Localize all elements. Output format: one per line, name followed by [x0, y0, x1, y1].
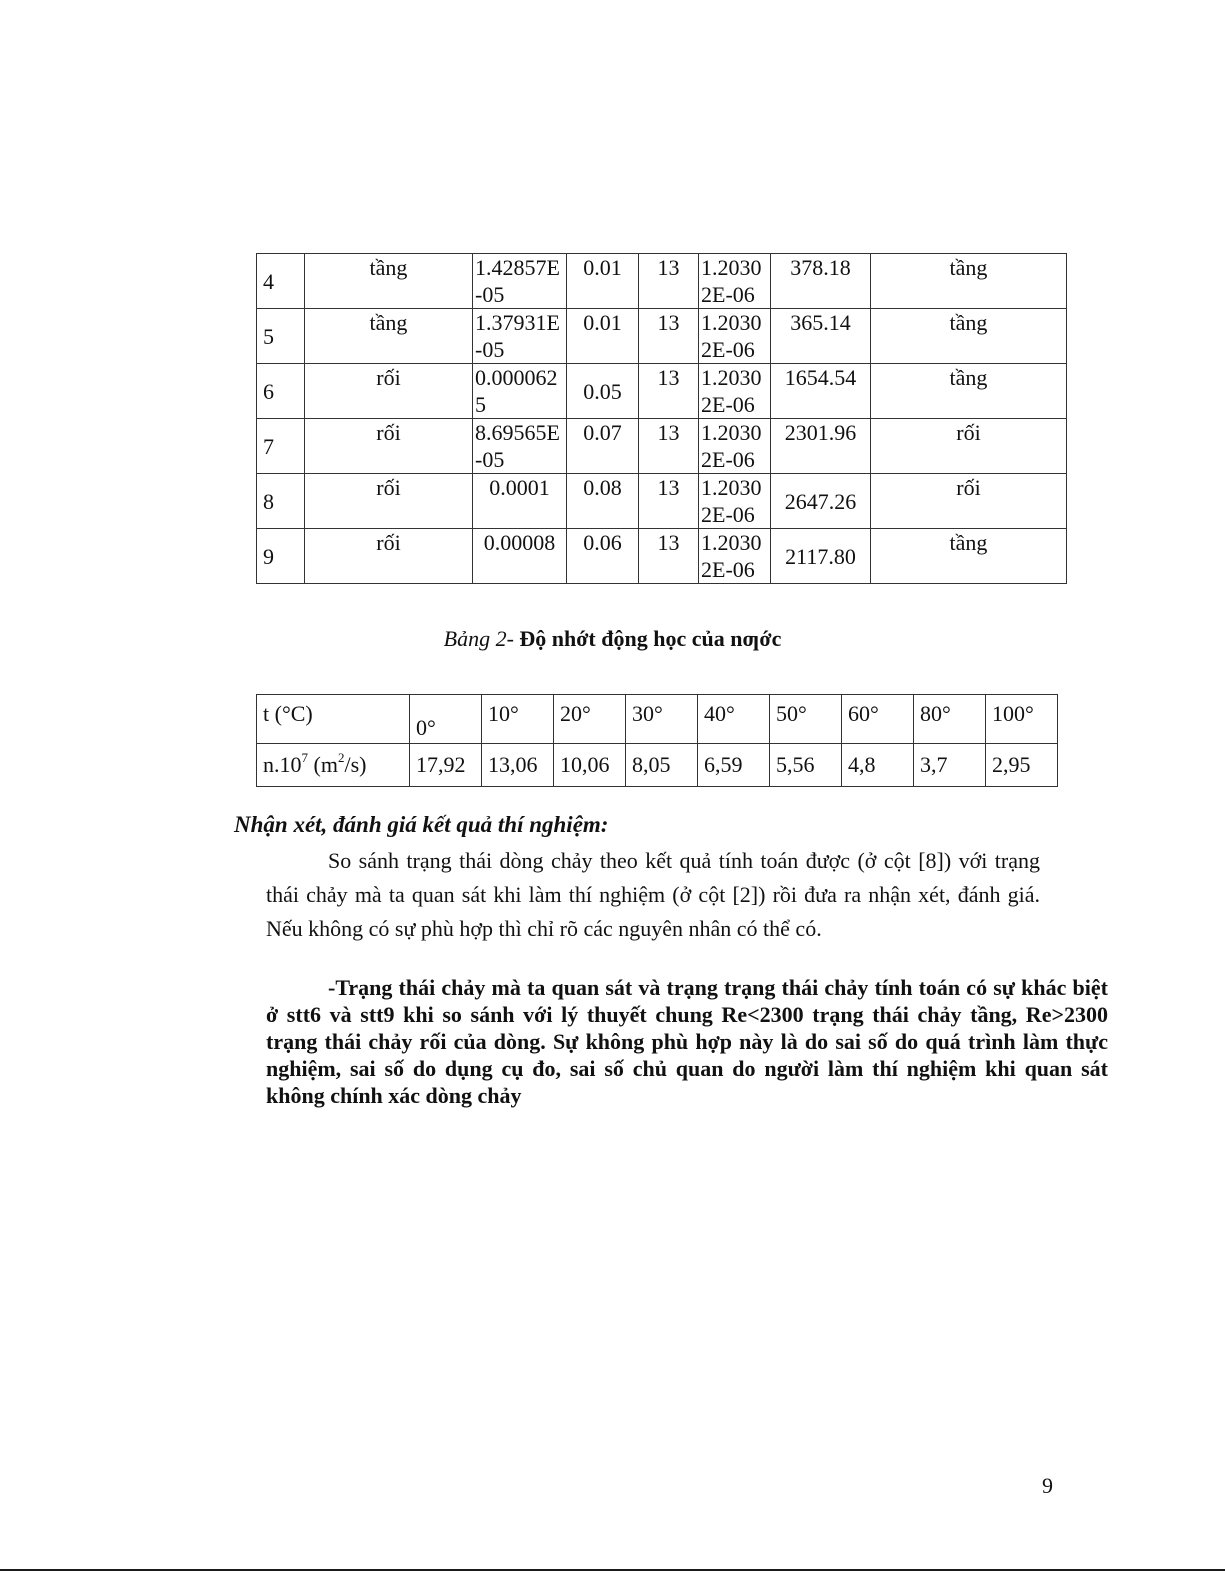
reynolds-cell: 2301.96 — [771, 419, 871, 474]
table-caption — [0, 626, 1225, 652]
viscosity-value-cell: 3,7 — [914, 744, 986, 787]
temperature-cell: 13 — [639, 419, 699, 474]
caption-label: Bảng 2- — [443, 626, 514, 651]
viscosity-label-exponent: 7 — [301, 749, 308, 765]
computed-state-cell: tầng — [871, 364, 1067, 419]
temperature-label: t (°C) — [257, 695, 410, 744]
table-row — [257, 309, 1067, 364]
temperature-cell: 0° — [410, 695, 482, 744]
computed-state-cell: tầng — [871, 254, 1067, 309]
viscosity-table — [256, 694, 1058, 787]
viscosity-label-unit-exponent: 2 — [337, 749, 345, 765]
computed-state-cell: rối — [871, 474, 1067, 529]
temperature-row — [257, 695, 1058, 744]
velocity-cell: 0.07 — [567, 419, 639, 474]
viscosity-cell: 1.2030 2E-06 — [699, 364, 771, 419]
temperature-cell: 13 — [639, 254, 699, 309]
viscosity-value-cell: 4,8 — [842, 744, 914, 787]
section-heading: Nhận xét, đánh giá kết quả thí nghiệm: — [234, 812, 609, 837]
stt-cell: 4 — [257, 254, 305, 309]
reynolds-cell: 378.18 — [771, 254, 871, 309]
observed-state-cell: rối — [305, 364, 473, 419]
temperature-cell: 13 — [639, 529, 699, 584]
viscosity-value-cell: 13,06 — [482, 744, 554, 787]
instruction-paragraph: So sánh trạng thái dòng chảy theo kết quả tính toán được (ở cột [8]) với trạng thái chảy mà ta quan sát khi làm thí nghiệm (ở cột [2]) rồi đưa ra nhận xét, đánh giá. Nếu không có sự phù hợp thì chỉ rõ các nguyên nhân có thể có. — [266, 848, 1040, 941]
flow-rate-cell: 1.42857E -05 — [473, 254, 567, 309]
velocity-cell: 0.05 — [567, 364, 639, 419]
computed-state-cell: tầng — [871, 309, 1067, 364]
reynolds-cell: 1654.54 — [771, 364, 871, 419]
table-row — [257, 474, 1067, 529]
table-row — [257, 364, 1067, 419]
conclusion-paragraph: -Trạng thái chảy mà ta quan sát và trạng trạng thái chảy tính toán có sự khác biệt ở stt6 và stt9 khi so sánh với lý thuyết chung Re<2300 trạng thái chảy tầng, Re>2300 trạng thái chảy rối của dòng. Sự không phù hợp này là do sai số do quá trình làm thực nghiệm, sai số do dụng cụ đo, sai số chủ quan do người làm thí nghiệm khi quan sát không chính xác dòng chảy — [266, 975, 1108, 1108]
flow-rate-cell: 0.000062 5 — [473, 364, 567, 419]
viscosity-cell: 1.2030 2E-06 — [699, 474, 771, 529]
temperature-cell: 40° — [698, 695, 770, 744]
reynolds-cell: 2117.80 — [771, 529, 871, 584]
observed-state-cell: rối — [305, 529, 473, 584]
table-row — [257, 254, 1067, 309]
page-number: 9 — [1042, 1473, 1053, 1498]
viscosity-label-unit: (m — [308, 752, 338, 777]
stt-cell: 6 — [257, 364, 305, 419]
reynolds-cell: 365.14 — [771, 309, 871, 364]
stt-cell: 7 — [257, 419, 305, 474]
reynolds-cell: 2647.26 — [771, 474, 871, 529]
temperature-cell: 80° — [914, 695, 986, 744]
temperature-cell: 60° — [842, 695, 914, 744]
viscosity-label-prefix: n.10 — [263, 752, 302, 777]
stt-cell: 8 — [257, 474, 305, 529]
footer-divider — [0, 1569, 1225, 1571]
flow-rate-cell: 0.00008 — [473, 529, 567, 584]
flow-rate-cell: 0.0001 — [473, 474, 567, 529]
computed-state-cell: rối — [871, 419, 1067, 474]
stt-cell: 5 — [257, 309, 305, 364]
viscosity-label — [257, 744, 410, 787]
viscosity-value-cell: 2,95 — [986, 744, 1058, 787]
table-row — [257, 529, 1067, 584]
velocity-cell: 0.01 — [567, 254, 639, 309]
temperature-cell: 20° — [554, 695, 626, 744]
observed-state-cell: rối — [305, 419, 473, 474]
temperature-cell: 30° — [626, 695, 698, 744]
viscosity-value-cell: 5,56 — [770, 744, 842, 787]
temperature-cell: 50° — [770, 695, 842, 744]
viscosity-row — [257, 744, 1058, 787]
velocity-cell: 0.01 — [567, 309, 639, 364]
observed-state-cell: tầng — [305, 309, 473, 364]
temperature-cell: 13 — [639, 309, 699, 364]
flow-results-table — [256, 253, 1067, 584]
stt-cell: 9 — [257, 529, 305, 584]
viscosity-cell: 1.2030 2E-06 — [699, 309, 771, 364]
viscosity-value-cell: 17,92 — [410, 744, 482, 787]
viscosity-value-cell: 8,05 — [626, 744, 698, 787]
temperature-cell: 13 — [639, 364, 699, 419]
velocity-cell: 0.08 — [567, 474, 639, 529]
viscosity-cell: 1.2030 2E-06 — [699, 254, 771, 309]
viscosity-label-suffix: /s) — [344, 752, 367, 777]
viscosity-cell: 1.2030 2E-06 — [699, 529, 771, 584]
viscosity-cell: 1.2030 2E-06 — [699, 419, 771, 474]
temperature-cell: 10° — [482, 695, 554, 744]
viscosity-value-cell: 10,06 — [554, 744, 626, 787]
temperature-cell: 100° — [986, 695, 1058, 744]
flow-rate-cell: 8.69565E -05 — [473, 419, 567, 474]
observed-state-cell: tầng — [305, 254, 473, 309]
temperature-cell: 13 — [639, 474, 699, 529]
viscosity-value-cell: 6,59 — [698, 744, 770, 787]
computed-state-cell: tầng — [871, 529, 1067, 584]
velocity-cell: 0.06 — [567, 529, 639, 584]
observed-state-cell: rối — [305, 474, 473, 529]
flow-rate-cell: 1.37931E -05 — [473, 309, 567, 364]
caption-title: Độ nhớt động học của nƣớc — [513, 626, 782, 651]
table-row — [257, 419, 1067, 474]
